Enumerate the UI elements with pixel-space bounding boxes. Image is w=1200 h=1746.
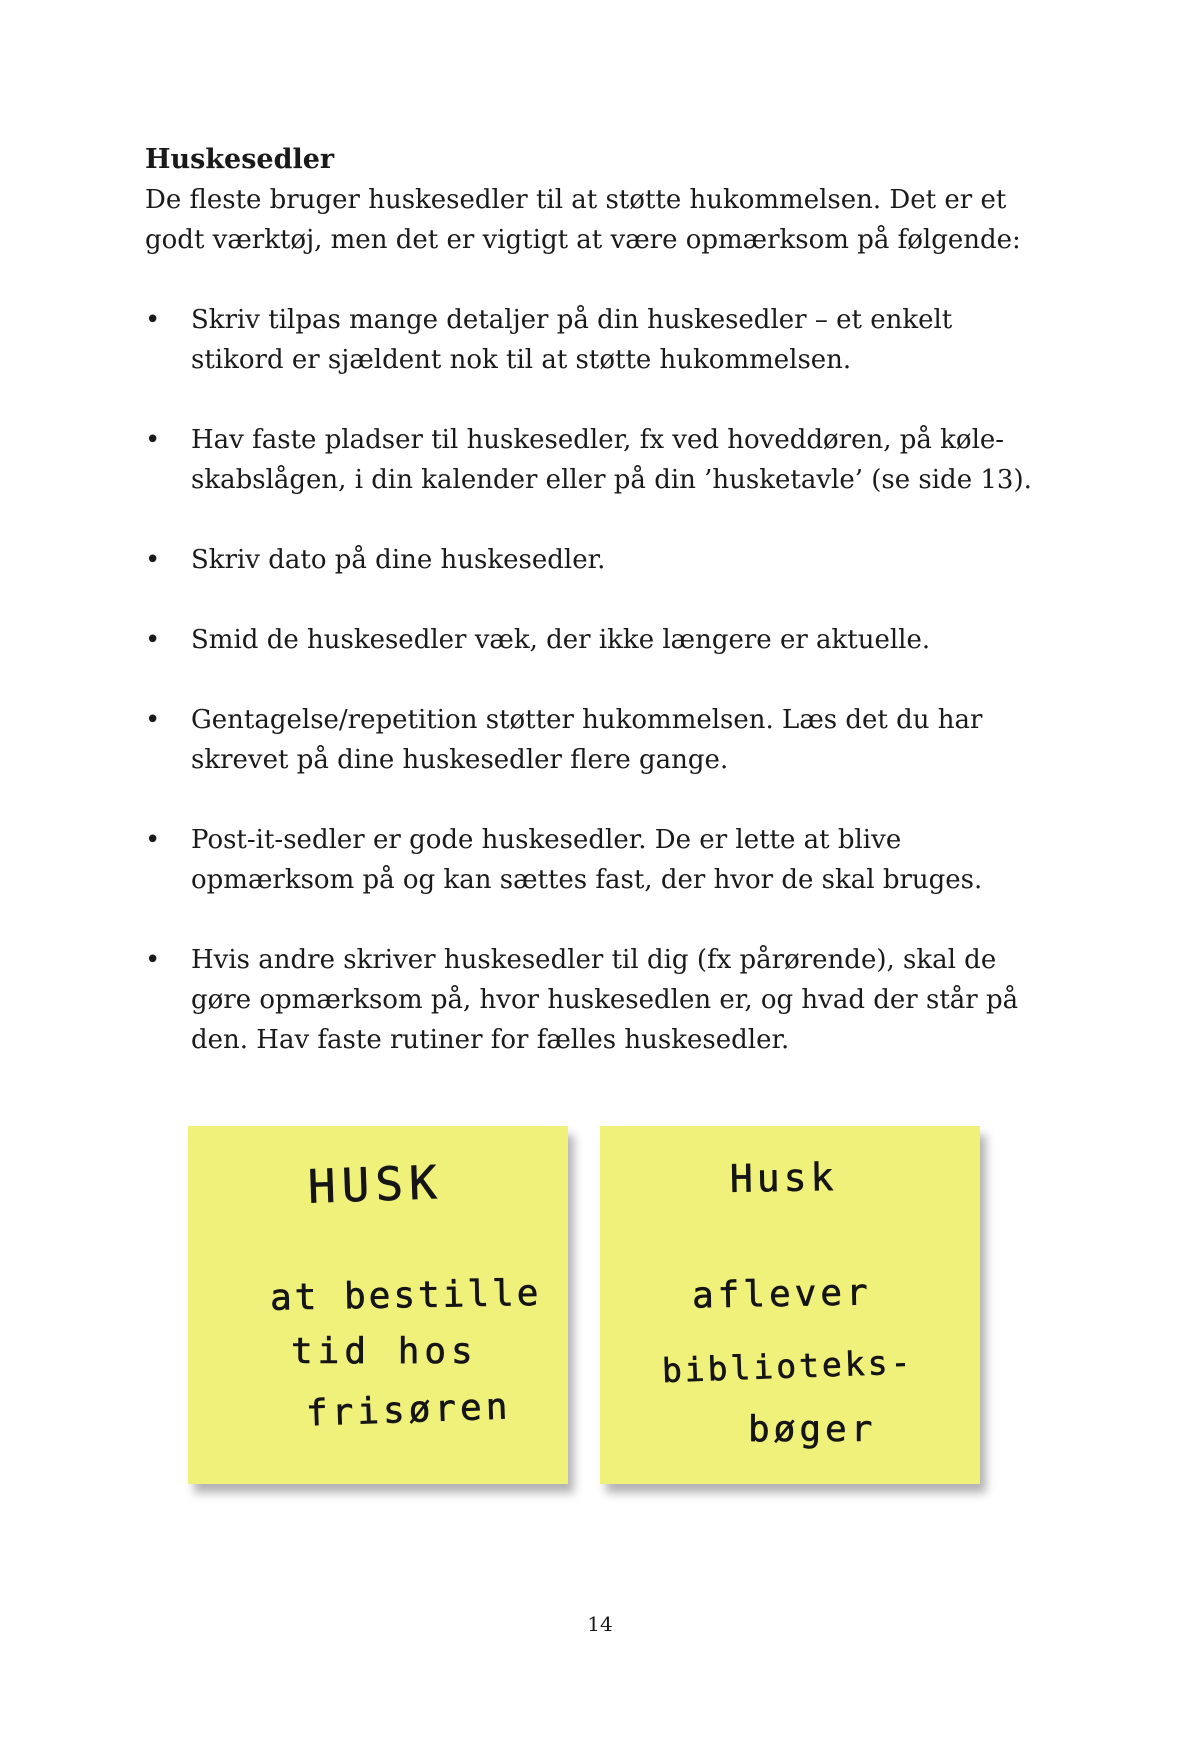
list-item xyxy=(145,540,1045,580)
list-item xyxy=(145,820,1045,900)
list-item-text: Skriv tilpas mange detaljer på din huskesedler – et enkelt stikord er sjældent nok til at støtte hukommelsen. xyxy=(191,305,953,375)
list-item xyxy=(145,700,1045,780)
list-item xyxy=(145,620,1045,660)
page-content xyxy=(145,140,1045,1100)
bullet-icon: • xyxy=(145,305,161,335)
bullet-icon: • xyxy=(145,425,161,455)
bullet-icon: • xyxy=(145,705,161,735)
note-line: bøger xyxy=(748,1409,877,1450)
list-item-text: Post-it-sedler er gode huskesedler. De er lette at blive opmærksom på og kan sættes fast, der hvor de skal bruges. xyxy=(191,825,983,895)
bullet-icon: • xyxy=(145,545,161,575)
list-item-text: Smid de huskesedler væk, der ikke længere er aktuelle. xyxy=(191,625,931,655)
list-item-text: Skriv dato på dine huskesedler. xyxy=(191,545,606,575)
list-item-text: Hvis andre skriver huskesedler til dig (fx pårørende), skal de gøre opmærksom på, hvor huskesedlen er, og hvad der står på den. Hav faste rutiner for fælles huskesedler. xyxy=(191,945,1019,1055)
bullet-icon: • xyxy=(145,625,161,655)
note-line: frisøren xyxy=(305,1386,513,1435)
note-line: at bestille xyxy=(269,1272,542,1319)
note-title: HUSK xyxy=(307,1155,444,1214)
tips-list xyxy=(145,300,1045,1060)
bullet-icon: • xyxy=(145,945,161,975)
list-item xyxy=(145,940,1045,1060)
section-heading: Huskesedler xyxy=(145,144,335,175)
page-number: 14 xyxy=(587,1612,613,1636)
list-item xyxy=(145,420,1045,500)
note-title: Husk xyxy=(729,1155,838,1201)
sticky-note-library xyxy=(600,1126,980,1484)
bullet-icon: • xyxy=(145,825,161,855)
list-item xyxy=(145,300,1045,380)
sticky-note-hairdresser xyxy=(188,1126,568,1484)
handwriting-image xyxy=(600,1126,980,1484)
list-item-text: Hav faste pladser til huskesedler, fx ved hoveddøren, på køle-skabslågen, i din kalender eller på din ’husketavle’ (se side 13). xyxy=(191,425,1032,495)
note-line: aflever xyxy=(691,1272,873,1317)
note-line: tid hos xyxy=(291,1331,478,1372)
note-line: biblioteks- xyxy=(661,1342,914,1391)
intro-paragraph: De fleste bruger huskesedler til at støtte hukommelsen. Det er et godt værktøj, men det er vigtigt at være opmærksom på følgende: xyxy=(145,185,1021,255)
handwriting-image xyxy=(188,1126,568,1484)
list-item-text: Gentagelse/repetition støtter hukommelsen. Læs det du har skrevet på dine huskesedler flere gange. xyxy=(191,705,983,775)
